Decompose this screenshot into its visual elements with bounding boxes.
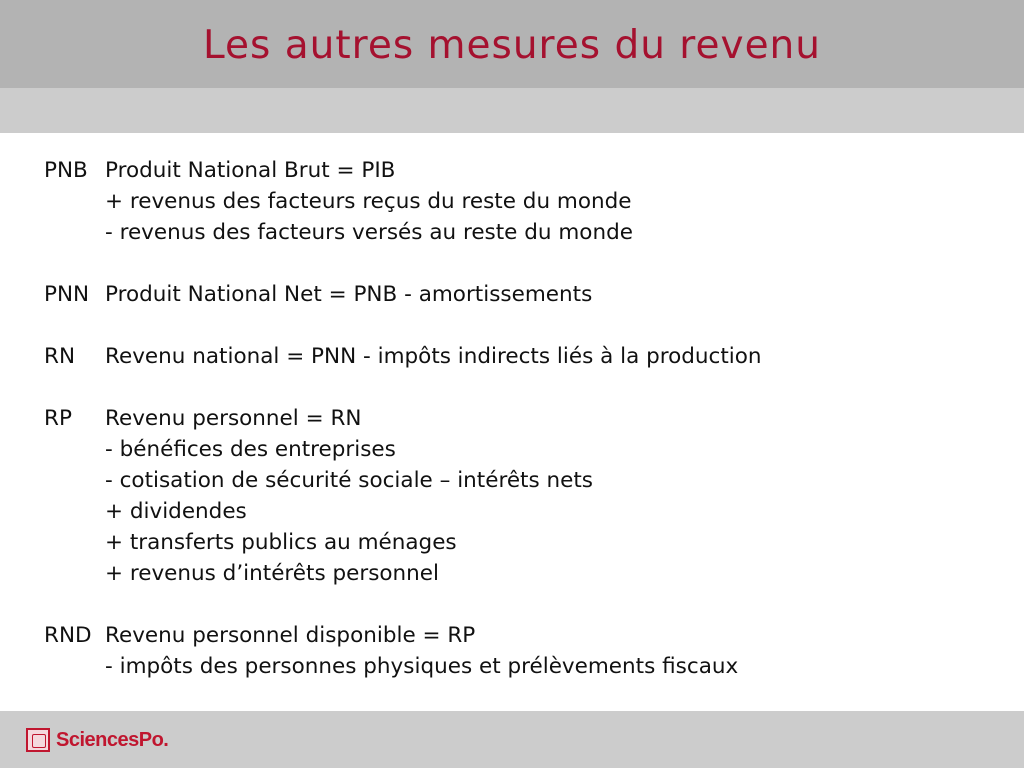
section-text: + dividendes [105, 499, 247, 524]
section-text: - cotisation de sécurité sociale – intérêts nets [105, 468, 594, 493]
section-text: Revenu national = PNN - impôts indirects liés à la production [105, 344, 762, 369]
section-line [44, 403, 1004, 434]
section-rnd [44, 620, 1004, 682]
section-abbr: RP [44, 406, 72, 431]
section-pnb [44, 155, 1004, 248]
slide-title: Les autres mesures du revenu [202, 23, 821, 68]
section-abbr: RN [44, 344, 76, 369]
sciencespo-seal-icon [26, 728, 50, 752]
section-abbr: PNN [44, 282, 90, 307]
spacer [44, 310, 1004, 341]
section-rp [44, 403, 1004, 589]
spacer [44, 372, 1004, 403]
slide-content [44, 155, 1004, 682]
spacer [44, 589, 1004, 620]
sub-bar [0, 88, 1024, 133]
section-text: - bénéfices des entreprises [105, 437, 396, 462]
spacer [44, 248, 1004, 279]
section-text: - impôts des personnes physiques et prélèvements fiscaux [105, 654, 739, 679]
section-line [44, 217, 1004, 248]
section-line [44, 465, 1004, 496]
section-text: Revenu personnel disponible = RP [105, 623, 476, 648]
section-text: Produit National Net = PNB - amortissements [105, 282, 593, 307]
sciencespo-logo [26, 727, 168, 753]
section-text: Produit National Brut = PIB [105, 158, 396, 183]
section-line [44, 620, 1004, 651]
section-text: + revenus des facteurs reçus du reste du monde [105, 189, 632, 214]
section-abbr: RND [44, 623, 92, 648]
section-pnn [44, 279, 1004, 310]
section-text: Revenu personnel = RN [105, 406, 362, 431]
section-line [44, 341, 1004, 372]
section-line [44, 496, 1004, 527]
section-line [44, 279, 1004, 310]
section-text: + revenus d’intérêts personnel [105, 561, 440, 586]
section-line [44, 527, 1004, 558]
section-line [44, 186, 1004, 217]
section-text: - revenus des facteurs versés au reste du monde [105, 220, 633, 245]
section-line [44, 155, 1004, 186]
logo-text: SciencesPo. [56, 728, 169, 751]
section-rn [44, 341, 1004, 372]
section-abbr: PNB [44, 158, 88, 183]
section-line [44, 434, 1004, 465]
section-line [44, 558, 1004, 589]
section-line [44, 651, 1004, 682]
section-text: + transferts publics au ménages [105, 530, 457, 555]
